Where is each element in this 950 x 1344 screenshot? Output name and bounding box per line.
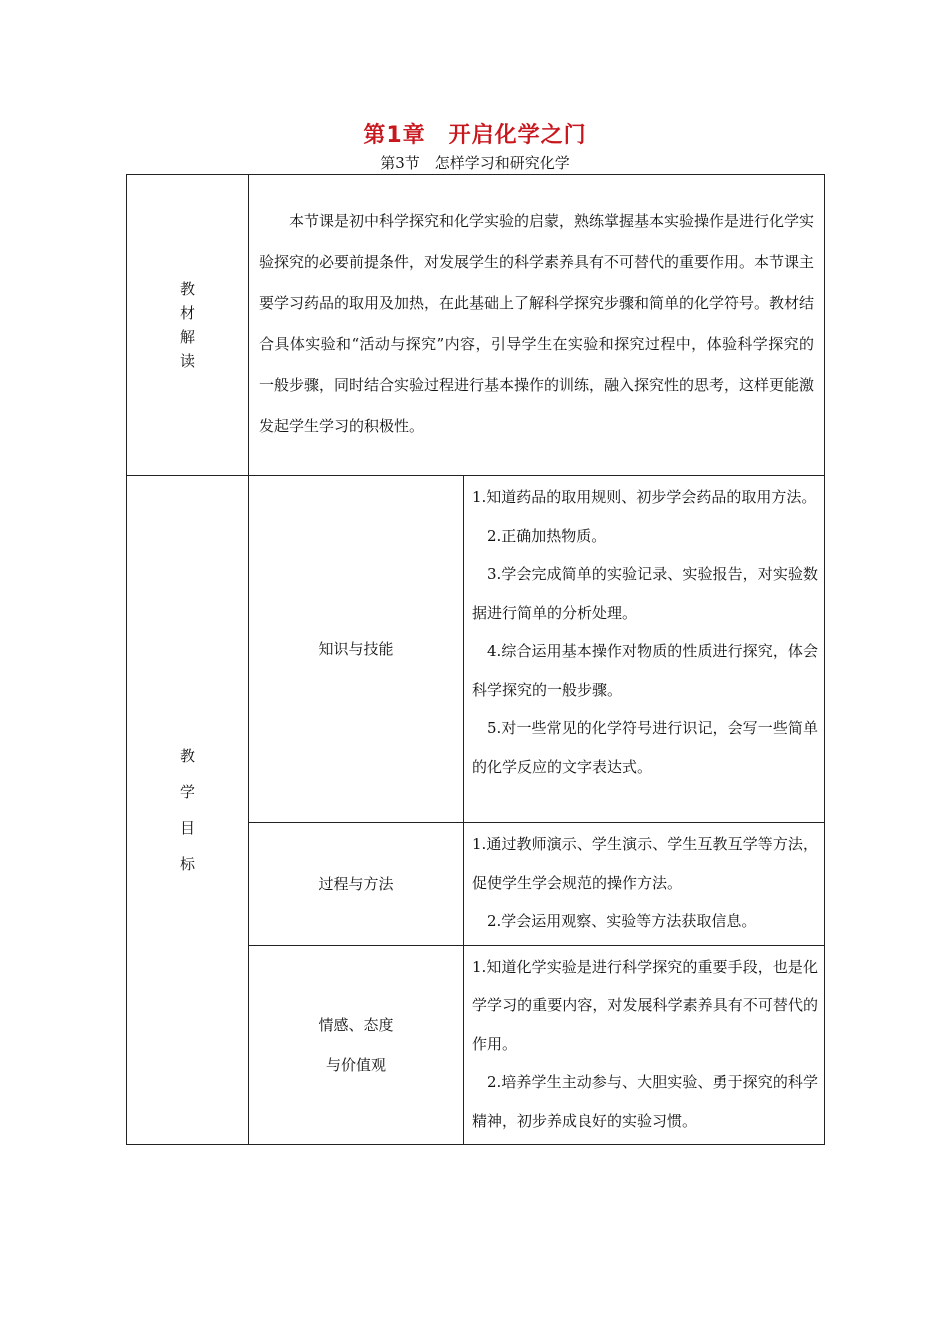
textbook-reading-label — [127, 175, 249, 476]
section-title: 第3节 怎样学习和研究化学 — [380, 154, 570, 172]
textbook-reading-row — [127, 175, 825, 476]
knowledge-skills-list — [464, 476, 825, 823]
list-item: 1.通过教师演示、学生演示、学生互教互学等方法，促使学生学会规范的操作方法。 — [472, 835, 819, 892]
knowledge-skills-label — [249, 476, 464, 823]
category-label: 情感、态度 — [318, 1015, 394, 1034]
label-char: 解 — [179, 328, 195, 346]
category-label: 与价值观 — [325, 1055, 386, 1074]
list-item: 2.学会运用观察、实验等方法获取信息。 — [487, 912, 757, 930]
list-item: 1.知道化学实验是进行科学探究的重要手段，也是化学学习的重要内容，对发展科学素养具有不可替代的作用。 — [472, 957, 819, 1053]
list-item: 4.综合运用基本操作对物质的性质进行探究，体会科学探究的一般步骤。 — [472, 642, 819, 699]
chapter-title: 第1章 开启化学之门 — [363, 123, 587, 148]
list-item: 2.正确加热物质。 — [487, 526, 607, 545]
list-item: 3.学会完成简单的实验记录、实验报告，对实验数据进行简单的分析处理。 — [472, 565, 819, 622]
list-item: 2.培养学生主动参与、大胆实验、勇于探究的科学精神，初步养成良好的实验习惯。 — [472, 1073, 819, 1130]
list-item: 1.知道药品的取用规则、初步学会药品的取用方法。 — [472, 488, 817, 506]
label-char: 教 — [179, 280, 195, 298]
label-char: 材 — [179, 304, 195, 322]
emotion-values-label — [249, 945, 464, 1145]
category-label: 知识与技能 — [318, 640, 394, 658]
label-char: 标 — [179, 855, 195, 873]
emotion-values-list — [464, 945, 825, 1145]
category-label: 过程与方法 — [318, 874, 394, 893]
process-methods-label — [249, 823, 464, 946]
teaching-goals-label — [127, 476, 249, 1145]
label-char: 读 — [179, 352, 195, 370]
lesson-plan-table — [126, 174, 825, 1145]
knowledge-skills-row — [127, 476, 825, 823]
textbook-reading-content: 本节课是初中科学探究和化学实验的启蒙，熟练掌握基本实验操作是进行化学实验探究的必要前提条件，对发展学生的科学素养具有不可替代的重要作用。本节课主要学习药品的取用及加热，在此基础上了解科学探究步骤和简单的化学符号。教材结合具体实验和“活动与探究”内容，引导学生在实验和探究过程中，体验科学探究的一般步骤，同时结合实验过程进行基本操作的训练，融入探究性的思考，这样更能激发起学生学习的积极性。 — [249, 175, 825, 476]
list-item: 5.对一些常见的化学符号进行识记，会写一些简单的化学反应的文字表达式。 — [472, 719, 819, 776]
label-char: 目 — [179, 819, 195, 837]
process-methods-list — [464, 823, 825, 946]
label-char: 学 — [179, 783, 195, 801]
label-char: 教 — [179, 747, 195, 765]
